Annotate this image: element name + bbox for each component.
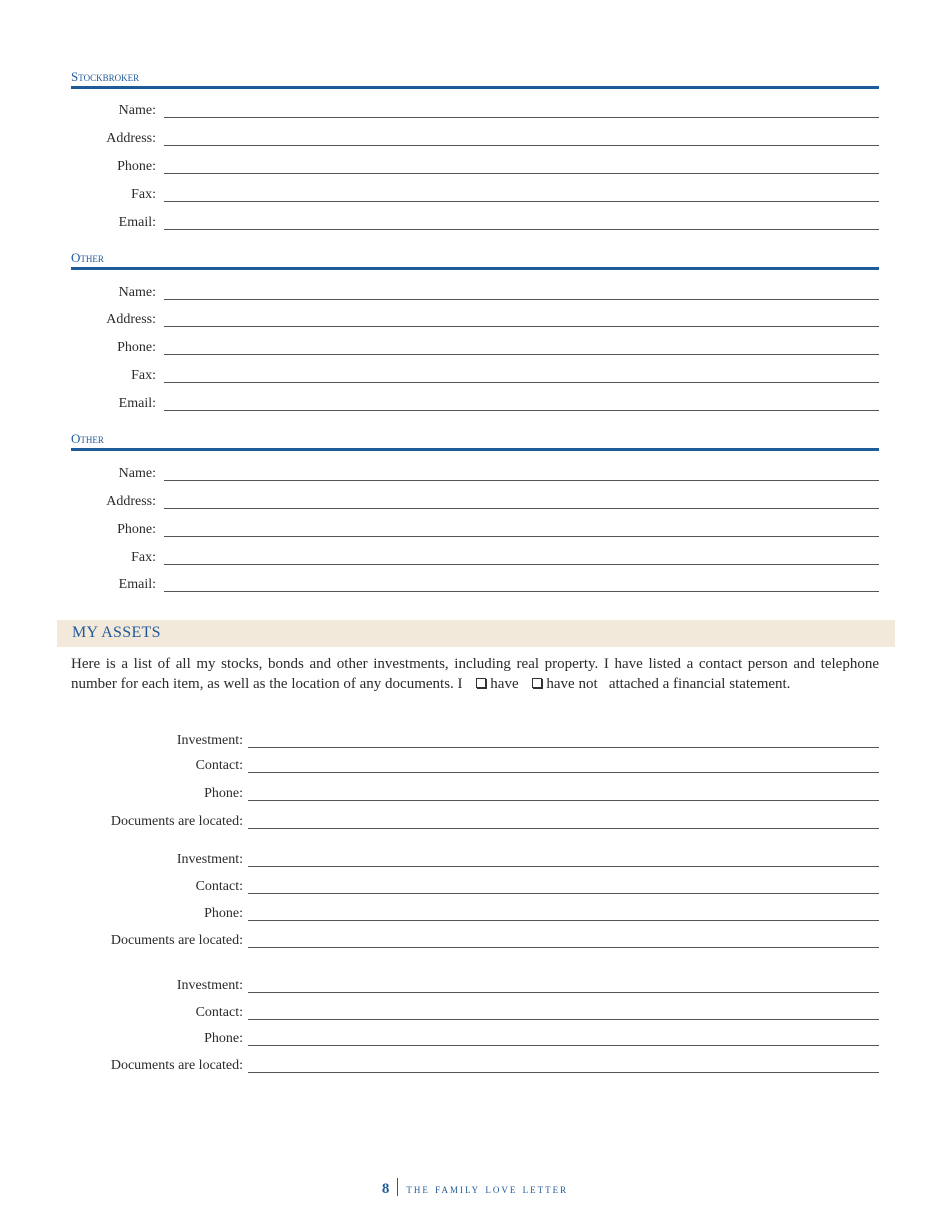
field-row xyxy=(71,157,879,177)
asset-row xyxy=(71,756,879,776)
field-row xyxy=(71,492,879,512)
fill-line[interactable] xyxy=(164,354,879,355)
field-row xyxy=(71,464,879,484)
asset-label: Phone: xyxy=(204,906,243,921)
field-row xyxy=(71,310,879,330)
fill-line[interactable] xyxy=(248,772,879,773)
asset-label: Investment: xyxy=(176,733,243,748)
asset-row xyxy=(71,931,879,951)
fill-line[interactable] xyxy=(164,326,879,327)
asset-row xyxy=(71,1003,879,1023)
checkbox-icon xyxy=(476,678,486,688)
asset-label: Phone: xyxy=(204,1031,243,1046)
fill-line[interactable] xyxy=(164,591,879,592)
intro-end-text: attached a financial statement. xyxy=(608,676,791,692)
fill-line[interactable] xyxy=(248,800,879,801)
field-label: Name: xyxy=(118,285,156,300)
asset-row xyxy=(71,877,879,897)
page-number: 8 xyxy=(381,1181,390,1197)
asset-label: Investment: xyxy=(176,978,243,993)
field-row xyxy=(71,129,879,149)
have-checkbox[interactable] xyxy=(476,674,518,694)
fill-line[interactable] xyxy=(248,1072,879,1073)
have-not-checkbox[interactable] xyxy=(532,674,597,694)
asset-label: Contact: xyxy=(195,1005,243,1020)
fill-line[interactable] xyxy=(248,947,879,948)
fill-line[interactable] xyxy=(248,1019,879,1020)
field-row xyxy=(71,394,879,414)
field-label: Address: xyxy=(106,494,156,509)
field-row xyxy=(71,366,879,386)
fill-line[interactable] xyxy=(164,536,879,537)
field-row xyxy=(71,101,879,121)
assets-header-band xyxy=(57,620,895,647)
fill-line[interactable] xyxy=(164,480,879,481)
field-label: Email: xyxy=(118,396,156,411)
fill-line[interactable] xyxy=(164,299,879,300)
fill-line[interactable] xyxy=(164,410,879,411)
section-heading-other: Other xyxy=(71,431,879,451)
field-label: Email: xyxy=(118,577,156,592)
page-footer xyxy=(0,1178,950,1198)
footer-brand: the family love letter xyxy=(406,1181,569,1196)
field-row xyxy=(71,548,879,568)
field-row xyxy=(71,575,879,595)
field-row xyxy=(71,213,879,233)
fill-line[interactable] xyxy=(164,564,879,565)
assets-title: MY ASSETS xyxy=(72,624,161,641)
asset-label: Documents are located: xyxy=(110,933,243,948)
asset-label: Investment: xyxy=(176,852,243,867)
fill-line[interactable] xyxy=(248,893,879,894)
asset-label: Documents are located: xyxy=(110,1058,243,1073)
field-label: Name: xyxy=(118,103,156,118)
fill-line[interactable] xyxy=(164,117,879,118)
asset-row xyxy=(71,731,879,751)
fill-line[interactable] xyxy=(248,828,879,829)
fill-line[interactable] xyxy=(164,229,879,230)
field-label: Phone: xyxy=(117,159,156,174)
field-row xyxy=(71,185,879,205)
asset-row xyxy=(71,904,879,924)
field-label: Fax: xyxy=(131,550,156,565)
fill-line[interactable] xyxy=(164,173,879,174)
asset-row xyxy=(71,850,879,870)
field-label: Fax: xyxy=(131,368,156,383)
fill-line[interactable] xyxy=(248,866,879,867)
fill-line[interactable] xyxy=(248,920,879,921)
fill-line[interactable] xyxy=(164,145,879,146)
have-not-label: have not xyxy=(546,676,598,692)
asset-label: Documents are located: xyxy=(110,814,243,829)
section-heading-stockbroker: Stockbroker xyxy=(71,69,879,89)
field-label: Address: xyxy=(106,131,156,146)
fill-line[interactable] xyxy=(164,382,879,383)
field-row xyxy=(71,520,879,540)
field-label: Name: xyxy=(118,466,156,481)
have-label: have xyxy=(490,676,519,692)
field-row xyxy=(71,338,879,358)
asset-label: Phone: xyxy=(204,786,243,801)
fill-line[interactable] xyxy=(248,992,879,993)
field-label: Email: xyxy=(118,215,156,230)
field-label: Phone: xyxy=(117,522,156,537)
asset-row xyxy=(71,812,879,832)
fill-line[interactable] xyxy=(164,508,879,509)
field-label: Phone: xyxy=(117,340,156,355)
asset-label: Contact: xyxy=(195,879,243,894)
intro-text: Here is a list of all my stocks, bonds and other investments, including real property. I have listed a contact person and telephone number for each item, as well as the location of any documents. I xyxy=(71,656,879,692)
asset-row xyxy=(71,976,879,996)
field-row xyxy=(71,283,879,303)
checkbox-icon xyxy=(532,678,542,688)
asset-label: Contact: xyxy=(195,758,243,773)
fill-line[interactable] xyxy=(248,1045,879,1046)
asset-row xyxy=(71,784,879,804)
section-heading-other: Other xyxy=(71,250,879,270)
asset-row xyxy=(71,1056,879,1076)
field-label: Address: xyxy=(106,312,156,327)
fill-line[interactable] xyxy=(248,747,879,748)
field-label: Fax: xyxy=(131,187,156,202)
fill-line[interactable] xyxy=(164,201,879,202)
footer-divider xyxy=(397,1178,398,1196)
assets-intro xyxy=(71,654,879,694)
asset-row xyxy=(71,1029,879,1049)
